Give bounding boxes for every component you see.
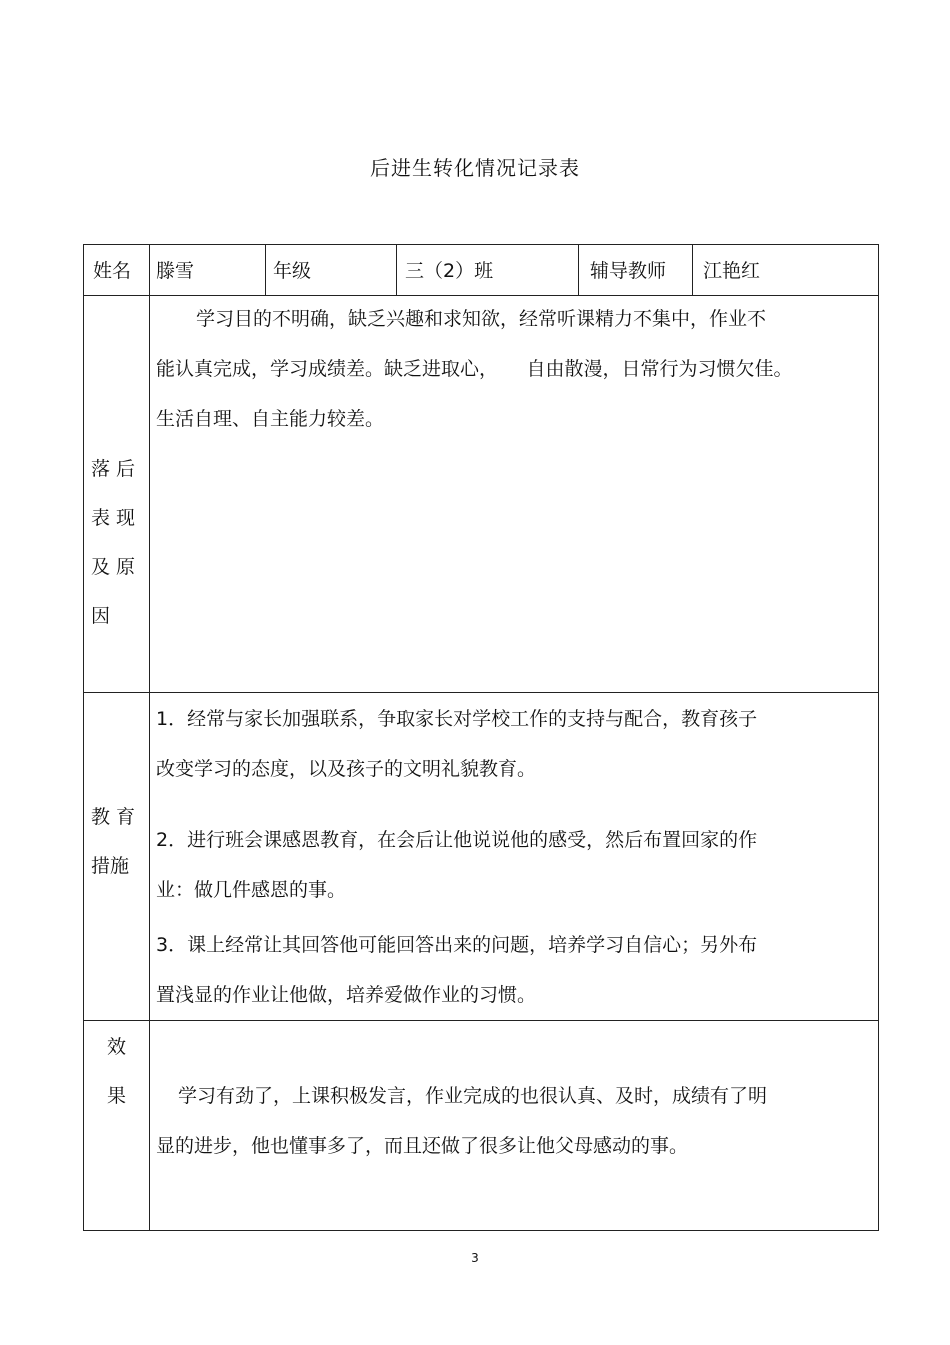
teacher-label: 辅导教师 (590, 260, 667, 282)
measure-item-3: 3．课上经常让其回答他可能回答出来的问题，培养学习自信心；另外布 置浅显的作业让他做，培养爱做作业的习惯。 (156, 934, 758, 1006)
backward-description: 学习目的不明确，缺乏兴趣和求知欲，经常听课精力不集中，作业不 能认真完成，学习成绩差。缺乏进取心， 自由散漫，日常行为习惯欠佳。 生活自理、自主能力较差。 (156, 308, 793, 430)
measures-label: 教 育 措施 (91, 806, 136, 877)
grade-value: 三（2）班 (405, 260, 494, 282)
header-divider-1 (265, 244, 266, 296)
measure-item-2: 2．进行班会课感恩教育，在会后让他说说他的感受，然后布置回家的作 业：做几件感恩的事。 (156, 829, 758, 901)
effect-description: 学习有劲了，上课积极发言，作业完成的也很认真、及时，成绩有了明 显的进步，他也懂事多了，而且还做了很多让他父母感动的事。 (156, 1085, 768, 1157)
effect-label: 效 果 (106, 1036, 126, 1107)
row-divider-3 (83, 1020, 879, 1021)
header-divider-3 (578, 244, 579, 296)
name-label: 姓名 (93, 260, 132, 282)
header-divider-4 (692, 244, 693, 296)
page-number: 3 (471, 1251, 479, 1265)
record-table (83, 244, 879, 1231)
table-border-top (83, 244, 879, 245)
table-border-right (878, 244, 879, 1231)
header-divider-2 (396, 244, 397, 296)
name-value: 滕雪 (156, 260, 195, 282)
measure-item-1: 1．经常与家长加强联系，争取家长对学校工作的支持与配合，教育孩子 改变学习的态度，以及孩子的文明礼貌教育。 (156, 708, 758, 780)
teacher-value: 江艳红 (703, 260, 761, 282)
document-title: 后进生转化情况记录表 (370, 156, 580, 180)
table-border-bottom (83, 1230, 879, 1231)
grade-label: 年级 (273, 260, 312, 282)
backward-label: 落 后 表 现 及 原 因 (91, 458, 136, 627)
